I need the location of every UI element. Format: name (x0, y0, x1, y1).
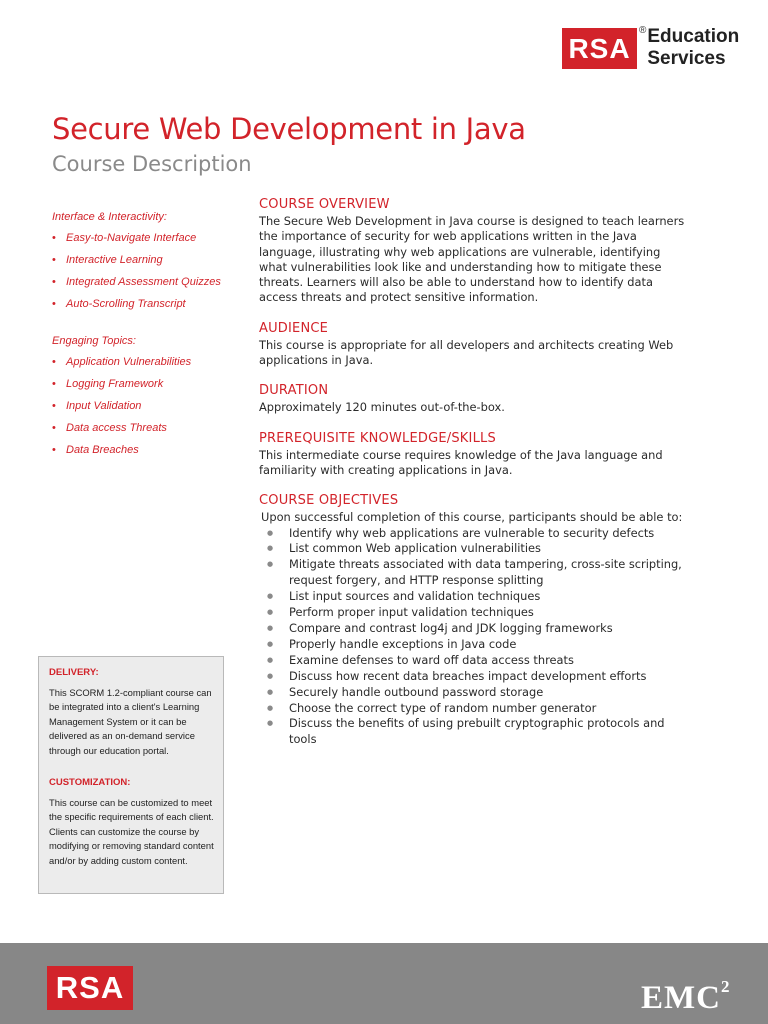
objective-item: ● Choose the correct type of random number generator (259, 701, 689, 717)
list-item: • Logging Framework (52, 377, 232, 392)
objective-item: ● Properly handle exceptions in Java code (259, 637, 689, 653)
topics-list (52, 355, 232, 458)
footer-bar (0, 943, 768, 1024)
objective-item: ● Mitigate threats associated with data tampering, cross-site scripting, request forgery, and HTTP response splitting (259, 557, 689, 589)
duration-heading: DURATION (259, 383, 329, 399)
objectives-list (259, 526, 689, 749)
list-item: • Data access Threats (52, 421, 232, 436)
objective-item: ● Discuss the benefits of using prebuilt cryptographic protocols and tools (259, 716, 689, 748)
rsa-education-services-logo (562, 26, 739, 70)
registered-mark: ® (639, 25, 647, 36)
objective-item: ● Compare and contrast log4j and JDK logging frameworks (259, 621, 689, 637)
delivery-heading: DELIVERY: (49, 667, 99, 678)
list-item: • Easy-to-Navigate Interface (52, 231, 232, 246)
objective-item: ● Perform proper input validation techniques (259, 605, 689, 621)
list-item: • Application Vulnerabilities (52, 355, 232, 370)
interface-group-title: Interface & Interactivity: (52, 211, 167, 223)
page-title: Secure Web Development in Java (52, 112, 526, 146)
list-item: • Integrated Assessment Quizzes (52, 275, 232, 290)
list-item: • Data Breaches (52, 443, 232, 458)
objective-item: ● Identify why web applications are vulnerable to security defects (259, 526, 689, 542)
customization-text: This course can be customized to meet the specific requirements of each client. Clients can customize the course by modifying or removing standard content and/or by adding custom content. (49, 796, 214, 866)
page-subtitle: Course Description (52, 152, 252, 176)
duration-text: Approximately 120 minutes out-of-the-box. (259, 400, 505, 415)
audience-heading: AUDIENCE (259, 320, 329, 336)
interface-list (52, 231, 232, 312)
logo-line-services: Services (647, 48, 726, 69)
customization-heading: CUSTOMIZATION: (49, 777, 131, 788)
audience-text: This course is appropriate for all developers and architects creating Web applications in Java. (259, 337, 674, 368)
objective-item: ● List input sources and validation techniques (259, 589, 689, 605)
overview-section (259, 196, 689, 306)
rsa-footer-logo: RSA (47, 966, 133, 1010)
prerequisite-heading: PREREQUISITE KNOWLEDGE/SKILLS (259, 430, 496, 446)
overview-text: The Secure Web Development in Java course is designed to teach learners the importance of security for web applications written in the Java language, illustrating why web applications are vulnerable, identifying what vulnerabilities look like and understanding how to mitigate these threats. Learners will also be able to understand how to identify data access threats and protect sensitive information. (259, 214, 685, 305)
objectives-section (259, 492, 689, 748)
prerequisite-text: This intermediate course requires knowledge of the Java language and familiarity with creating applications in Java. (259, 447, 663, 477)
overview-heading: COURSE OVERVIEW (259, 197, 390, 212)
objective-item: ● List common Web application vulnerabilities (259, 541, 689, 557)
objectives-intro: Upon successful completion of this course, participants should be able to: (261, 510, 683, 525)
emc-logo-superscript: 2 (721, 977, 731, 996)
rsa-logo-mark: RSA (562, 28, 637, 69)
list-item: • Auto-Scrolling Transcript (52, 297, 232, 312)
objective-item: ● Securely handle outbound password storage (259, 685, 689, 701)
sidebar-highlights (52, 210, 232, 465)
logo-line-education: Education (647, 26, 740, 47)
objectives-heading: COURSE OBJECTIVES (259, 493, 399, 509)
emc-logo-text: EMC (641, 980, 721, 1016)
course-details (259, 196, 689, 762)
list-item: • Input Validation (52, 399, 232, 414)
delivery-text: This SCORM 1.2-compliant course can be integrated into a client's Learning Management System or it can be delivered as an on-demand service through our education portal. (49, 686, 212, 756)
emc-logo (641, 973, 731, 1016)
logo-wordmark (647, 26, 739, 70)
audience-section (259, 320, 689, 369)
objective-item: ● Discuss how recent data breaches impact development efforts (259, 669, 689, 685)
objective-item: ● Examine defenses to ward off data access threats (259, 653, 689, 669)
prerequisite-section (259, 430, 689, 479)
delivery-customization-box (38, 656, 224, 894)
topics-group-title: Engaging Topics: (52, 335, 136, 347)
list-item: • Interactive Learning (52, 253, 232, 268)
duration-section (259, 382, 689, 415)
